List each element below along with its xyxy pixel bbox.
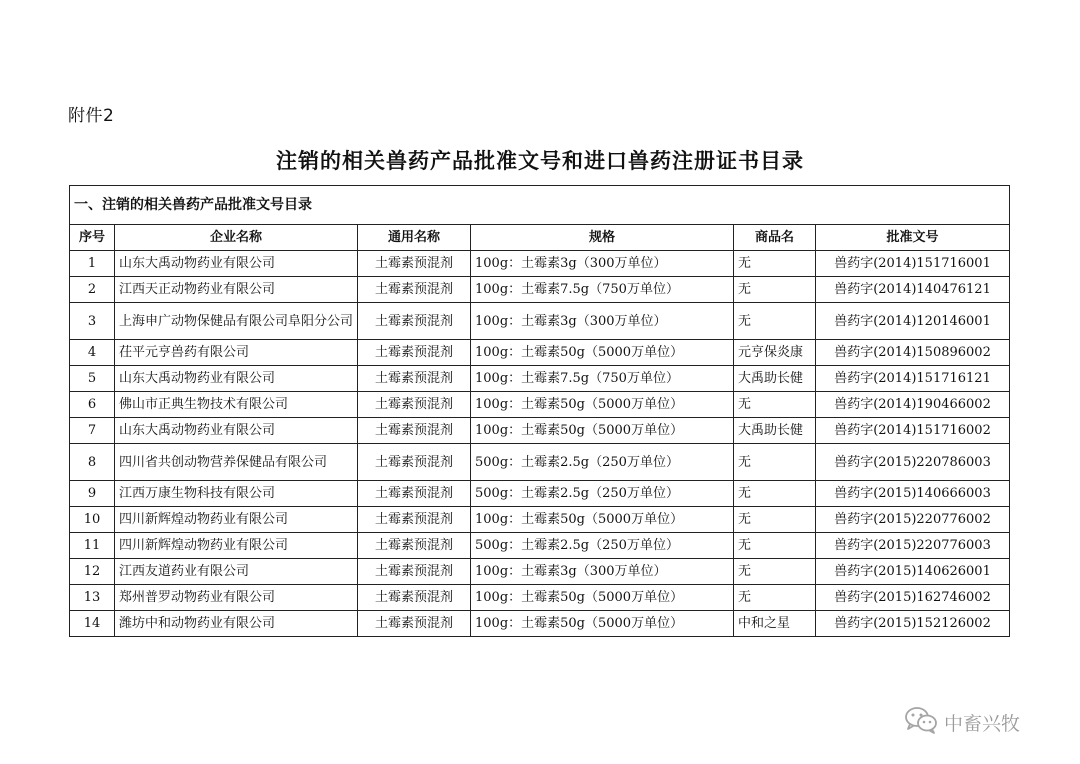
- cell-spec: 100g：土霉素50g（5000万单位）: [471, 418, 734, 444]
- cell-company: 四川新辉煌动物药业有限公司: [115, 533, 358, 559]
- cell-trade-name: 无: [734, 507, 816, 533]
- cell-approval-no: 兽药字(2014)151716002: [816, 418, 1010, 444]
- cell-approval-no: 兽药字(2014)190466002: [816, 392, 1010, 418]
- cell-generic-name: 土霉素预混剂: [358, 303, 471, 340]
- cell-approval-no: 兽药字(2014)140476121: [816, 277, 1010, 303]
- cell-spec: 100g：土霉素7.5g（750万单位）: [471, 277, 734, 303]
- cell-trade-name: 元亨保炎康: [734, 340, 816, 366]
- cell-approval-no: 兽药字(2015)220776003: [816, 533, 1010, 559]
- cell-company: 四川新辉煌动物药业有限公司: [115, 507, 358, 533]
- cell-company: 茌平元亨兽药有限公司: [115, 340, 358, 366]
- cell-no: 11: [70, 533, 115, 559]
- cell-no: 9: [70, 481, 115, 507]
- cell-company: 郑州普罗动物药业有限公司: [115, 585, 358, 611]
- cell-approval-no: 兽药字(2015)140626001: [816, 559, 1010, 585]
- table-row: [70, 611, 1010, 637]
- cell-company: 江西万康生物科技有限公司: [115, 481, 358, 507]
- cell-generic-name: 土霉素预混剂: [358, 251, 471, 277]
- watermark-text: 中畜兴牧: [944, 713, 1021, 735]
- cell-trade-name: 无: [734, 533, 816, 559]
- cell-trade-name: 无: [734, 303, 816, 340]
- table-row: [70, 585, 1010, 611]
- cell-trade-name: 无: [734, 585, 816, 611]
- cell-spec: 100g：土霉素50g（5000万单位）: [471, 392, 734, 418]
- column-header-trade-name: 商品名: [734, 225, 816, 251]
- cell-approval-no: 兽药字(2014)151716121: [816, 366, 1010, 392]
- cell-company: 潍坊中和动物药业有限公司: [115, 611, 358, 637]
- table-row: [70, 533, 1010, 559]
- table-row: [70, 392, 1010, 418]
- table-header-row: [70, 225, 1010, 251]
- cell-generic-name: 土霉素预混剂: [358, 585, 471, 611]
- section-title: 一、注销的相关兽药产品批准文号目录: [70, 186, 1010, 225]
- table-body: [70, 251, 1010, 637]
- cell-no: 12: [70, 559, 115, 585]
- table-row: [70, 559, 1010, 585]
- cell-generic-name: 土霉素预混剂: [358, 277, 471, 303]
- cell-spec: 100g：土霉素50g（5000万单位）: [471, 507, 734, 533]
- cell-no: 6: [70, 392, 115, 418]
- cell-trade-name: 无: [734, 559, 816, 585]
- column-header-approval-no: 批准文号: [816, 225, 1010, 251]
- cell-approval-no: 兽药字(2015)220786003: [816, 444, 1010, 481]
- cell-no: 5: [70, 366, 115, 392]
- cell-approval-no: 兽药字(2015)140666003: [816, 481, 1010, 507]
- cell-company: 山东大禹动物药业有限公司: [115, 418, 358, 444]
- cell-generic-name: 土霉素预混剂: [358, 507, 471, 533]
- cell-company: 山东大禹动物药业有限公司: [115, 366, 358, 392]
- cell-approval-no: 兽药字(2015)152126002: [816, 611, 1010, 637]
- cell-spec: 100g：土霉素3g（300万单位）: [471, 303, 734, 340]
- column-header-no: 序号: [70, 225, 115, 251]
- cell-generic-name: 土霉素预混剂: [358, 366, 471, 392]
- cell-approval-no: 兽药字(2014)151716001: [816, 251, 1010, 277]
- table-row: [70, 277, 1010, 303]
- cell-no: 7: [70, 418, 115, 444]
- cell-no: 13: [70, 585, 115, 611]
- cell-trade-name: 大禹助长健: [734, 418, 816, 444]
- cell-spec: 100g：土霉素50g（5000万单位）: [471, 611, 734, 637]
- cell-trade-name: 无: [734, 444, 816, 481]
- cell-no: 1: [70, 251, 115, 277]
- column-header-company: 企业名称: [115, 225, 358, 251]
- catalog-table: [69, 185, 1010, 637]
- cell-no: 14: [70, 611, 115, 637]
- cell-trade-name: 无: [734, 392, 816, 418]
- cell-no: 2: [70, 277, 115, 303]
- table-row: [70, 444, 1010, 481]
- watermark: [904, 706, 1020, 739]
- cell-no: 8: [70, 444, 115, 481]
- cell-company: 上海申广动物保健品有限公司阜阳分公司: [115, 303, 358, 340]
- column-header-generic-name: 通用名称: [358, 225, 471, 251]
- cell-company: 佛山市正典生物技术有限公司: [115, 392, 358, 418]
- table-row: [70, 340, 1010, 366]
- cell-company: 江西天正动物药业有限公司: [115, 277, 358, 303]
- cell-generic-name: 土霉素预混剂: [358, 481, 471, 507]
- table-row: [70, 481, 1010, 507]
- cell-trade-name: 大禹助长健: [734, 366, 816, 392]
- cell-spec: 100g：土霉素50g（5000万单位）: [471, 340, 734, 366]
- table-row: [70, 251, 1010, 277]
- cell-generic-name: 土霉素预混剂: [358, 340, 471, 366]
- cell-trade-name: 中和之星: [734, 611, 816, 637]
- cell-spec: 100g：土霉素7.5g（750万单位）: [471, 366, 734, 392]
- cell-generic-name: 土霉素预混剂: [358, 392, 471, 418]
- document-title: 注销的相关兽药产品批准文号和进口兽药注册证书目录: [276, 149, 804, 173]
- cell-spec: 100g：土霉素3g（300万单位）: [471, 251, 734, 277]
- section-row: [70, 186, 1010, 225]
- cell-trade-name: 无: [734, 481, 816, 507]
- cell-generic-name: 土霉素预混剂: [358, 533, 471, 559]
- table-row: [70, 507, 1010, 533]
- cell-no: 3: [70, 303, 115, 340]
- cell-spec: 500g：土霉素2.5g（250万单位）: [471, 444, 734, 481]
- cell-company: 江西友道药业有限公司: [115, 559, 358, 585]
- cell-approval-no: 兽药字(2015)162746002: [816, 585, 1010, 611]
- cell-no: 10: [70, 507, 115, 533]
- wechat-icon: [904, 706, 938, 739]
- cell-spec: 100g：土霉素50g（5000万单位）: [471, 585, 734, 611]
- cell-trade-name: 无: [734, 251, 816, 277]
- cell-approval-no: 兽药字(2014)150896002: [816, 340, 1010, 366]
- cell-company: 四川省共创动物营养保健品有限公司: [115, 444, 358, 481]
- table-row: [70, 418, 1010, 444]
- cell-spec: 100g：土霉素3g（300万单位）: [471, 559, 734, 585]
- cell-generic-name: 土霉素预混剂: [358, 611, 471, 637]
- cell-generic-name: 土霉素预混剂: [358, 444, 471, 481]
- cell-generic-name: 土霉素预混剂: [358, 418, 471, 444]
- cell-generic-name: 土霉素预混剂: [358, 559, 471, 585]
- table-row: [70, 366, 1010, 392]
- cell-trade-name: 无: [734, 277, 816, 303]
- cell-company: 山东大禹动物药业有限公司: [115, 251, 358, 277]
- cell-spec: 500g：土霉素2.5g（250万单位）: [471, 533, 734, 559]
- attachment-label: 附件2: [68, 106, 115, 126]
- cell-no: 4: [70, 340, 115, 366]
- table-row: [70, 303, 1010, 340]
- cell-approval-no: 兽药字(2015)220776002: [816, 507, 1010, 533]
- cell-approval-no: 兽药字(2014)120146001: [816, 303, 1010, 340]
- column-header-spec: 规格: [471, 225, 734, 251]
- cell-spec: 500g：土霉素2.5g（250万单位）: [471, 481, 734, 507]
